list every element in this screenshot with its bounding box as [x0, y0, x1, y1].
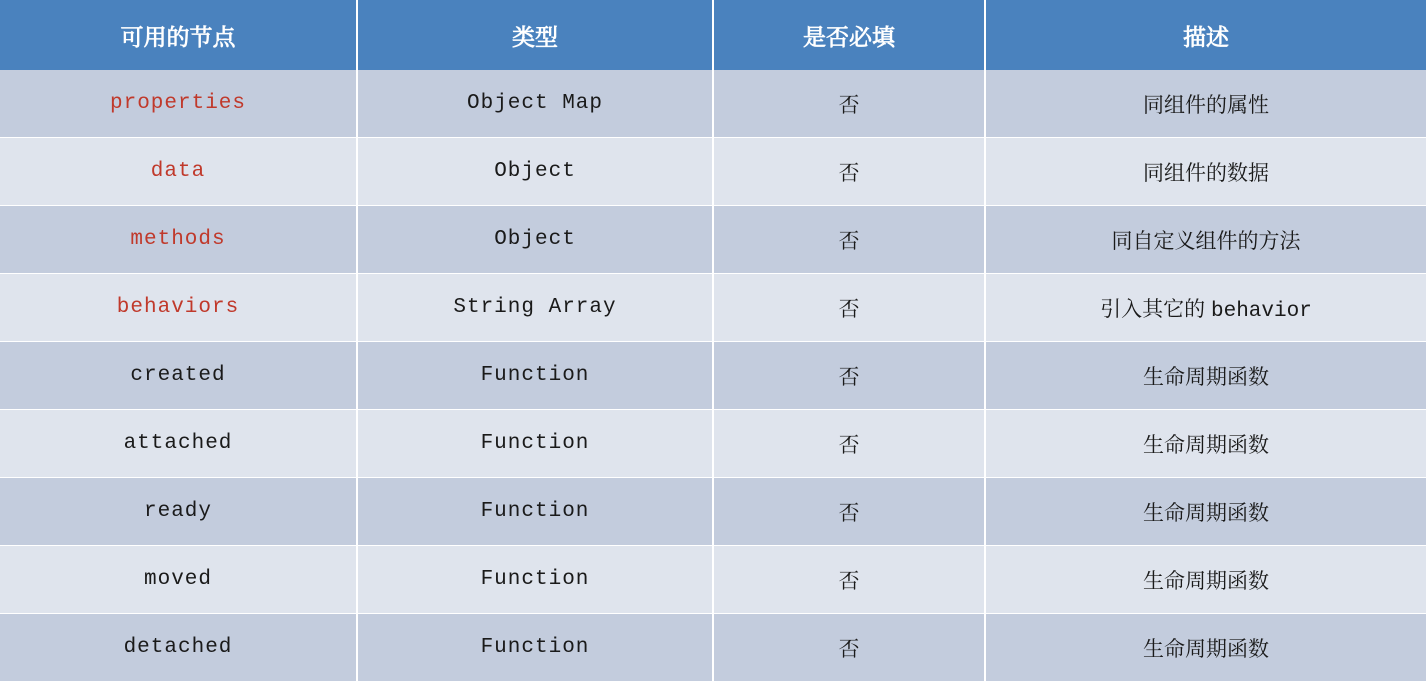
cell-node-name: moved — [0, 546, 357, 614]
cell-type: Function — [357, 410, 713, 478]
table-row — [0, 274, 1426, 342]
cell-required: 否 — [713, 70, 985, 138]
description-text: 生命周期函数 — [1143, 569, 1269, 593]
description-text: 生命周期函数 — [1143, 433, 1269, 457]
cell-description — [985, 342, 1426, 410]
cell-description — [985, 478, 1426, 546]
cell-required: 否 — [713, 546, 985, 614]
cell-type: Function — [357, 342, 713, 410]
description-text: 生命周期函数 — [1143, 501, 1269, 525]
cell-description — [985, 138, 1426, 206]
description-text: 同自定义组件的方法 — [1111, 229, 1301, 253]
cell-type: Object Map — [357, 70, 713, 138]
cell-required: 否 — [713, 478, 985, 546]
table-row — [0, 138, 1426, 206]
cell-node-name: methods — [0, 206, 357, 274]
cell-required: 否 — [713, 410, 985, 478]
table-row — [0, 206, 1426, 274]
table-row — [0, 478, 1426, 546]
column-header-type: 类型 — [357, 0, 713, 70]
cell-description — [985, 70, 1426, 138]
cell-required: 否 — [713, 274, 985, 342]
table-row — [0, 410, 1426, 478]
description-text: 生命周期函数 — [1143, 637, 1269, 661]
cell-type: String Array — [357, 274, 713, 342]
description-text: 同组件的属性 — [1143, 93, 1269, 117]
cell-node-name: properties — [0, 70, 357, 138]
cell-required: 否 — [713, 206, 985, 274]
cell-type: Object — [357, 138, 713, 206]
cell-required: 否 — [713, 342, 985, 410]
cell-node-name: ready — [0, 478, 357, 546]
cell-node-name: data — [0, 138, 357, 206]
table-row — [0, 70, 1426, 138]
cell-node-name: detached — [0, 614, 357, 682]
description-code: behavior — [1211, 299, 1312, 323]
cell-node-name: attached — [0, 410, 357, 478]
table-row — [0, 546, 1426, 614]
cell-node-name: behaviors — [0, 274, 357, 342]
table-header — [0, 0, 1426, 70]
table-row — [0, 342, 1426, 410]
cell-required: 否 — [713, 138, 985, 206]
table-body — [0, 70, 1426, 682]
cell-type: Object — [357, 206, 713, 274]
cell-node-name: created — [0, 342, 357, 410]
cell-type: Function — [357, 478, 713, 546]
column-header-required: 是否必填 — [713, 0, 985, 70]
cell-type: Function — [357, 614, 713, 682]
cell-description — [985, 546, 1426, 614]
cell-description — [985, 614, 1426, 682]
cell-description — [985, 274, 1426, 342]
column-header-description: 描述 — [985, 0, 1426, 70]
cell-type: Function — [357, 546, 713, 614]
cell-required: 否 — [713, 614, 985, 682]
column-header-node: 可用的节点 — [0, 0, 357, 70]
table-row — [0, 614, 1426, 682]
description-text: 引入其它的 — [1100, 297, 1211, 321]
table-header-row — [0, 0, 1426, 70]
description-text: 同组件的数据 — [1143, 161, 1269, 185]
description-text: 生命周期函数 — [1143, 365, 1269, 389]
cell-description — [985, 410, 1426, 478]
cell-description — [985, 206, 1426, 274]
